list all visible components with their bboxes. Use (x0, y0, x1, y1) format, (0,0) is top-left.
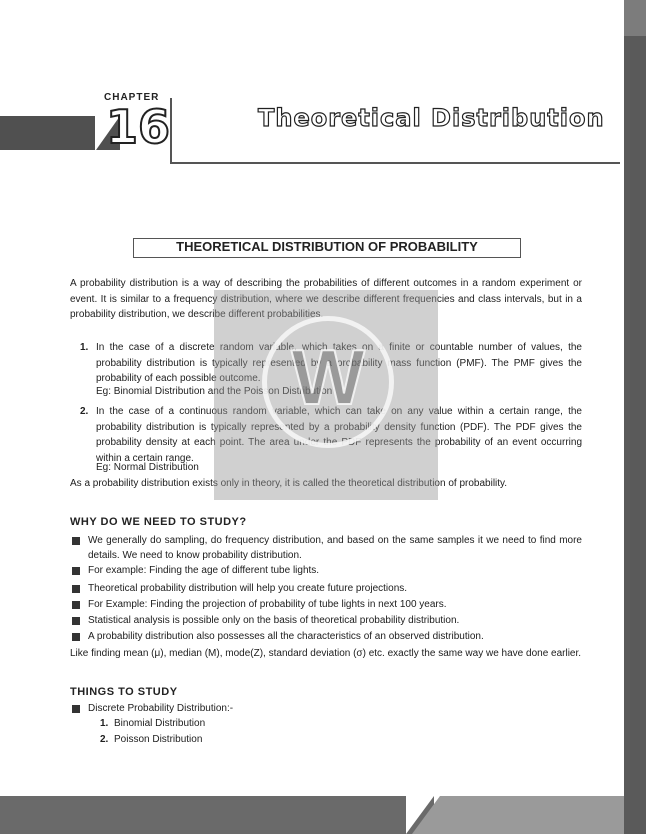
square-bullet-icon (72, 537, 80, 545)
chapter-number: 16 (106, 100, 171, 154)
square-bullet-icon (72, 633, 80, 641)
why-bullet: Theoretical probability distribution will help you create future projections. (88, 582, 582, 597)
footer-band-slant-light (412, 796, 440, 834)
why-bullet: For Example: Finding the projection of probability of tube lights in next 100 years. (88, 598, 582, 613)
square-bullet-icon (72, 585, 80, 593)
square-bullet-icon (72, 601, 80, 609)
square-bullet-icon (72, 567, 80, 575)
footer-band-dark (0, 796, 406, 834)
example-line: Eg: Normal Distribution (96, 462, 199, 473)
header-divider-horizontal (170, 162, 620, 164)
closing-paragraph: As a probability distribution exists only in theory, it is called the theoretical distribution of probability. (70, 478, 508, 489)
why-bullet: For example: Finding the age of different tube lights. (88, 564, 582, 579)
chapter-label: CHAPTER (104, 92, 160, 103)
right-edge-bar (624, 36, 646, 834)
why-bullet: Statistical analysis is possible only on the basis of theoretical probability distribution. (88, 614, 582, 629)
list-number: 2. (80, 406, 89, 417)
square-bullet-icon (72, 617, 80, 625)
chapter-banner-block (0, 116, 95, 150)
section-heading: THEORETICAL DISTRIBUTION OF PROBABILITY (176, 239, 478, 254)
square-bullet-icon (72, 705, 80, 713)
list-number: 1. (80, 342, 89, 353)
intro-paragraph: A probability distribution is a way of describing the probabilities of different outcomes in a random experiment or event. It is similar to a frequency distribution, where we describe different frequencies and class intervals, but in a probability distribution, we describe different probabilities. (70, 278, 582, 321)
footer-band-light (440, 796, 624, 834)
list-text: In the case of a discrete random variable, which takes on a finite or countable number of values, the probability distribution is typically represented by a probability mass function (PMF). The PMF gives the probability of each possible outcome. (96, 342, 582, 385)
top-band (0, 0, 654, 26)
why-bullet: We generally do sampling, do frequency distribution, and based on the same samples it we need to find more details. We need to know probability distribution. (88, 534, 582, 563)
why-bullet: A probability distribution also possesses all the characteristics of an observed distribution. (88, 630, 582, 645)
example-line: Eg: Binomial Distribution and the Poisson Distribution (96, 386, 333, 397)
things-sub-item: 1. Binomial Distribution (100, 718, 206, 729)
watermark-logo-icon: W (291, 333, 365, 421)
list-text: In the case of a continuous random variable, which can take on any value within a certain range, the probability distribution is typically represented by a probability density function (PDF). The PDF gives the probability density at each point. The area under the PDF represents the probability of an event occurring within a certain range. (96, 406, 582, 464)
things-sub-item: 2. Poisson Distribution (100, 734, 203, 745)
chapter-title: Theoretical Distribution (258, 104, 605, 132)
why-continuation: Like finding mean (μ), median (M), mode(Z), standard deviation (σ) etc. exactly the same way we have done earlier. (70, 648, 582, 659)
header-divider-vertical (170, 98, 172, 164)
things-bullet: Discrete Probability Distribution:- (88, 702, 582, 717)
things-heading: THINGS TO STUDY (70, 686, 178, 698)
why-heading: WHY DO WE NEED TO STUDY? (70, 516, 247, 528)
